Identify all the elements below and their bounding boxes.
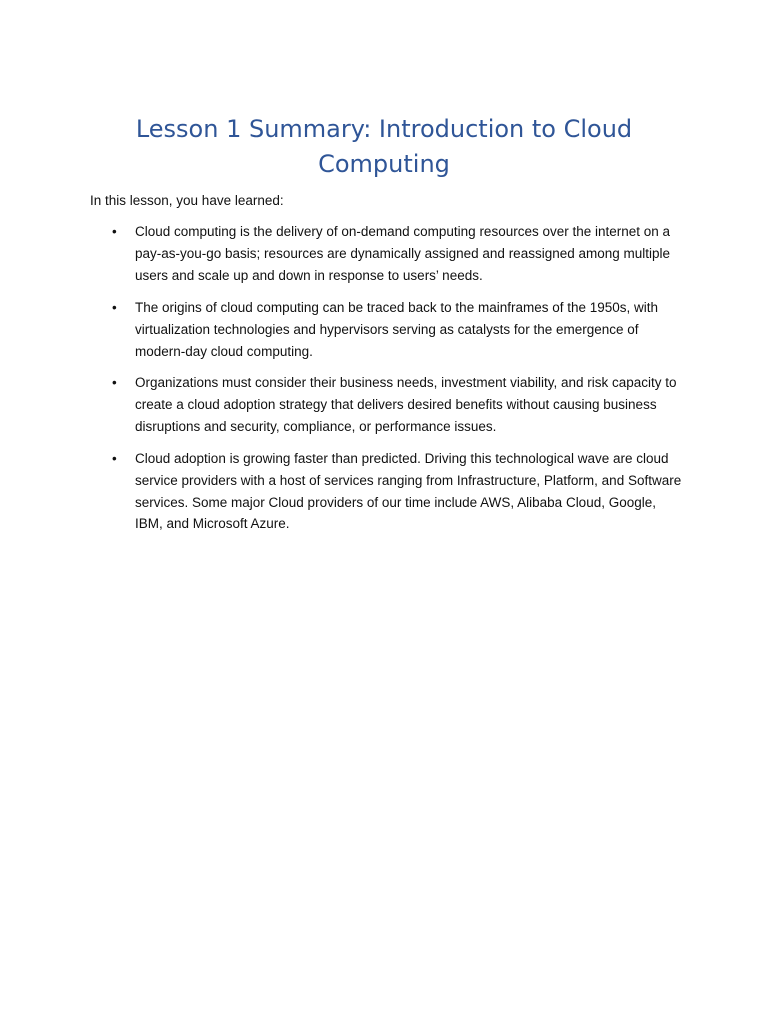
- bullet-icon: •: [112, 224, 117, 239]
- bullet-icon: •: [112, 300, 117, 315]
- bullet-text: Organizations must consider their business needs, investment viability, and risk capacity to create a cloud adoption strategy that delivers desired benefits without causing business disruptions and security, compliance, or performance issues.: [135, 375, 677, 434]
- bullet-text: Cloud computing is the delivery of on-demand computing resources over the internet on a pay-as-you-go basis; resources are dynamically assigned and reassigned among multiple users and scale up and down in response to users’ needs.: [135, 224, 671, 283]
- bullet-icon: •: [112, 375, 117, 390]
- bullet-text: Cloud adoption is growing faster than predicted. Driving this technological wave are cloud service providers with a host of services ranging from Infrastructure, Platform, and Software services. Some major Cloud providers of our time include AWS, Alibaba Cloud, Google, IBM, and Microsoft Azure.: [135, 451, 682, 532]
- bullet-icon: •: [112, 451, 117, 466]
- bullet-text: The origins of cloud computing can be traced back to the mainframes of the 1950s, with virtualization technologies and hypervisors serving as catalysts for the emergence of modern-day cloud computing.: [135, 300, 659, 359]
- page-title: Lesson 1 Summary: Introduction to Cloud Computing: [135, 115, 633, 178]
- intro-paragraph: In this lesson, you have learned:: [90, 193, 284, 208]
